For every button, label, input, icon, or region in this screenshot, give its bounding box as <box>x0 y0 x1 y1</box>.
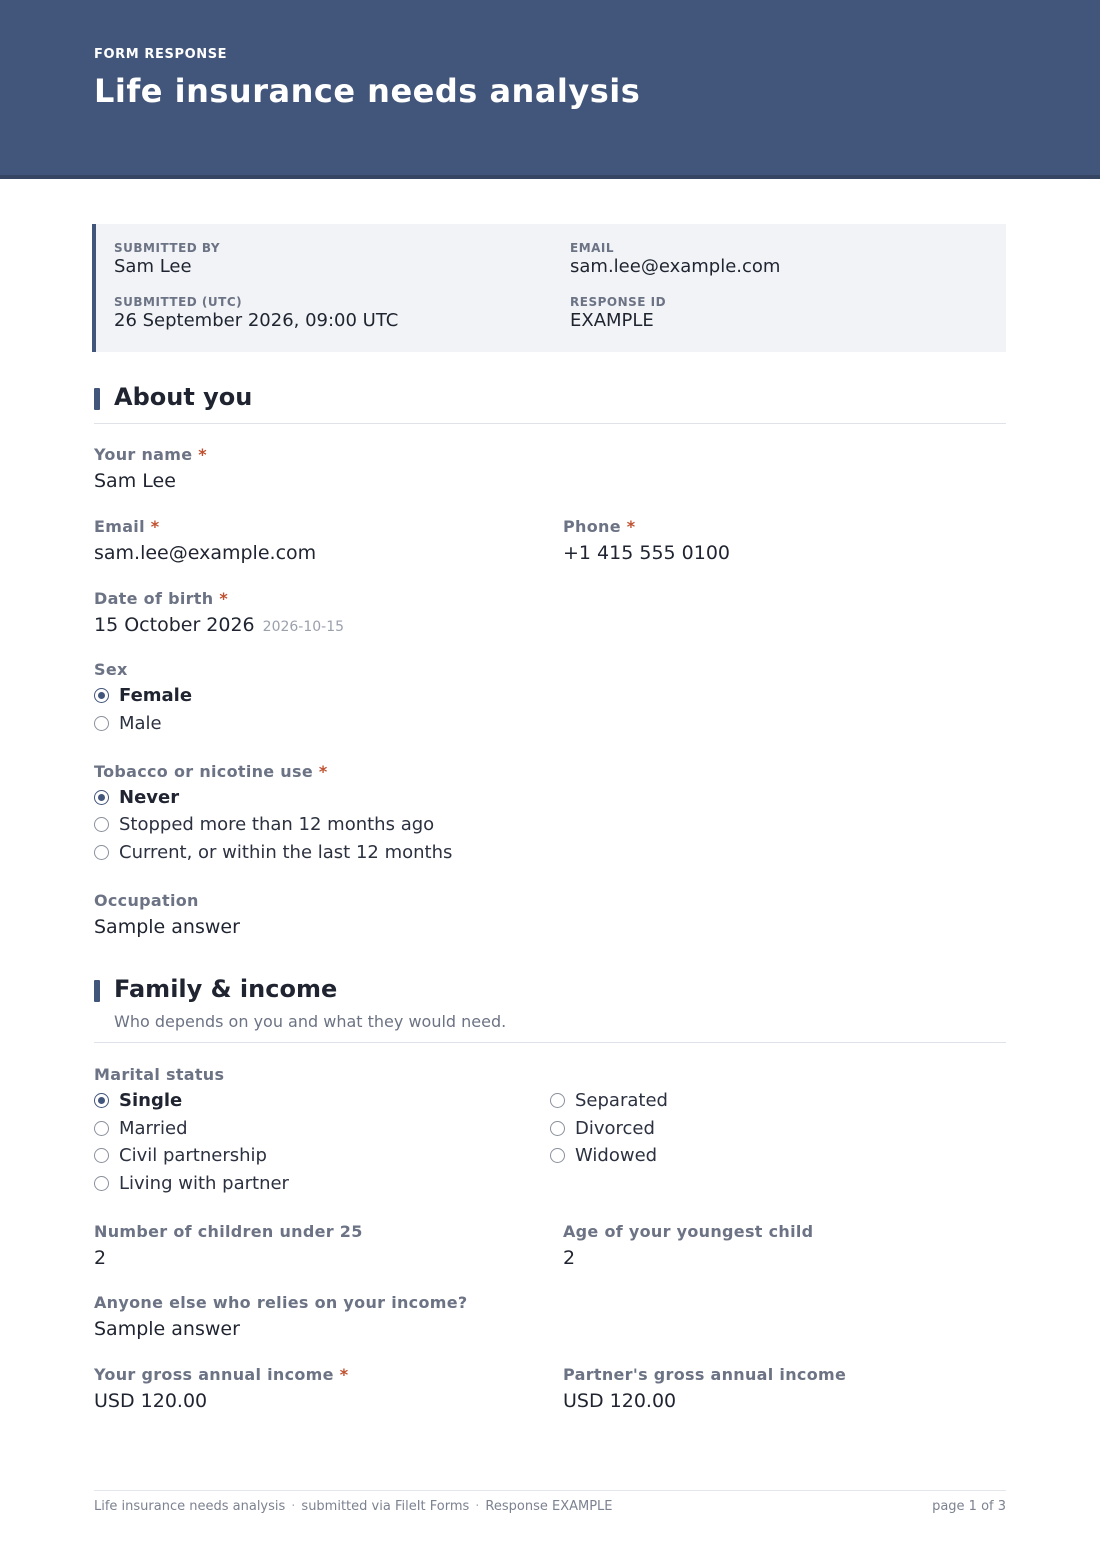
radio-unchecked-icon <box>94 1121 109 1136</box>
meta-submitted-value: 26 September 2026, 09:00 UTC <box>114 310 399 331</box>
radio-option-selected[interactable] <box>94 685 192 707</box>
section-title: About you <box>114 383 253 411</box>
field-partner-income <box>563 1365 846 1412</box>
field-label: Email <box>94 517 145 536</box>
radio-option[interactable] <box>550 1118 655 1140</box>
radio-unchecked-icon <box>550 1121 565 1136</box>
page-number: page 1 of 3 <box>932 1499 1006 1514</box>
field-email <box>94 517 316 564</box>
radio-option[interactable] <box>550 1145 657 1167</box>
field-value: 2 <box>563 1247 576 1269</box>
option-label: Current, or within the last 12 months <box>119 842 453 863</box>
radio-option[interactable] <box>94 842 452 864</box>
option-label: Widowed <box>575 1145 658 1166</box>
footer-form-name: Life insurance needs analysis <box>94 1499 286 1514</box>
field-value: Sample answer <box>94 1318 240 1340</box>
radio-checked-icon <box>94 790 109 805</box>
field-phone <box>563 517 730 564</box>
field-value: sam.lee@example.com <box>94 542 317 564</box>
required-marker: * <box>339 1365 349 1384</box>
radio-unchecked-icon <box>94 817 109 832</box>
option-label: Civil partnership <box>119 1145 267 1166</box>
field-label: Age of your youngest child <box>563 1222 814 1241</box>
meta-response-id-label: RESPONSE ID <box>570 295 667 309</box>
meta-email <box>570 241 780 277</box>
field-sex <box>94 660 128 679</box>
meta-submitted-label: SUBMITTED (UTC) <box>114 295 243 309</box>
option-label: Living with partner <box>119 1173 289 1194</box>
meta-submitted-by <box>114 241 220 277</box>
radio-unchecked-icon <box>94 1148 109 1163</box>
radio-option-selected[interactable] <box>94 1090 182 1112</box>
section-title: Family & income <box>114 975 338 1003</box>
form-kicker: FORM RESPONSE <box>94 47 228 62</box>
footer-response: Response EXAMPLE <box>485 1499 613 1514</box>
field-children-count <box>94 1222 363 1269</box>
section-description: Who depends on you and what they would need. <box>114 1012 507 1031</box>
field-other-dependents <box>94 1293 467 1340</box>
section-family-income <box>94 976 1006 1043</box>
radio-checked-icon <box>94 688 109 703</box>
submission-meta <box>92 224 1006 352</box>
radio-option-selected[interactable] <box>94 787 179 809</box>
option-label: Divorced <box>575 1118 655 1139</box>
field-your-name <box>94 445 207 492</box>
field-youngest-child-age <box>563 1222 813 1269</box>
header-banner <box>0 0 1100 179</box>
field-value: +1 415 555 0100 <box>563 542 731 564</box>
field-value: 2 <box>94 1247 107 1269</box>
meta-response-id <box>570 295 666 331</box>
radio-checked-icon <box>94 1093 109 1108</box>
required-marker: * <box>150 517 160 536</box>
field-value: Sam Lee <box>94 470 176 492</box>
radio-option[interactable] <box>94 713 162 735</box>
field-label: Marital status <box>94 1065 225 1084</box>
radio-option[interactable] <box>94 814 434 836</box>
option-label: Separated <box>575 1090 668 1111</box>
radio-option[interactable] <box>94 1118 188 1140</box>
field-label: Anyone else who relies on your income? <box>94 1293 468 1312</box>
radio-unchecked-icon <box>94 845 109 860</box>
radio-option[interactable] <box>550 1090 668 1112</box>
iso-date: 2026-10-15 <box>262 619 345 635</box>
field-label: Date of birth <box>94 589 214 608</box>
option-label: Stopped more than 12 months ago <box>119 814 435 835</box>
meta-email-label: EMAIL <box>570 241 615 255</box>
option-label: Married <box>119 1118 188 1139</box>
radio-unchecked-icon <box>94 1176 109 1191</box>
field-label: Number of children under 25 <box>94 1222 363 1241</box>
meta-submitted-by-value: Sam Lee <box>114 256 192 277</box>
section-about-you <box>94 384 1006 424</box>
option-label: Male <box>119 713 162 734</box>
field-label: Phone <box>563 517 621 536</box>
meta-response-id-value: EXAMPLE <box>570 310 654 331</box>
radio-option[interactable] <box>94 1173 289 1195</box>
meta-submitted-by-label: SUBMITTED BY <box>114 241 221 255</box>
field-label: Your name <box>94 445 193 464</box>
required-marker: * <box>626 517 636 536</box>
field-occupation <box>94 891 240 938</box>
field-value: USD 120.00 <box>563 1390 677 1412</box>
field-label: Occupation <box>94 891 199 910</box>
required-marker: * <box>219 589 228 608</box>
section-marker <box>94 388 100 410</box>
radio-option[interactable] <box>94 1145 267 1167</box>
meta-submitted <box>114 295 398 331</box>
field-gross-income <box>94 1365 348 1412</box>
field-label: Tobacco or nicotine use <box>94 762 313 781</box>
page-footer <box>94 1490 1006 1514</box>
required-marker: * <box>318 762 328 781</box>
footer-via: submitted via FileIt Forms <box>301 1499 470 1514</box>
field-date-of-birth <box>94 589 344 636</box>
field-value: USD 120.00 <box>94 1390 208 1412</box>
option-label: Single <box>119 1090 183 1111</box>
option-label: Never <box>119 787 180 808</box>
field-marital-status <box>94 1065 224 1084</box>
field-value: 15 October 2026 <box>94 614 255 636</box>
field-label: Your gross annual income <box>94 1365 334 1384</box>
page-title: Life insurance needs analysis <box>94 72 641 110</box>
radio-unchecked-icon <box>550 1148 565 1163</box>
field-tobacco <box>94 762 328 781</box>
radio-unchecked-icon <box>550 1093 565 1108</box>
field-value: Sample answer <box>94 916 240 938</box>
radio-unchecked-icon <box>94 716 109 731</box>
meta-email-value: sam.lee@example.com <box>570 256 781 277</box>
option-label: Female <box>119 685 193 706</box>
footer-separator: · <box>475 1499 480 1514</box>
section-marker <box>94 980 100 1002</box>
field-label: Sex <box>94 660 128 679</box>
footer-separator: · <box>291 1499 296 1514</box>
required-marker: * <box>198 445 207 464</box>
field-label: Partner's gross annual income <box>563 1365 847 1384</box>
